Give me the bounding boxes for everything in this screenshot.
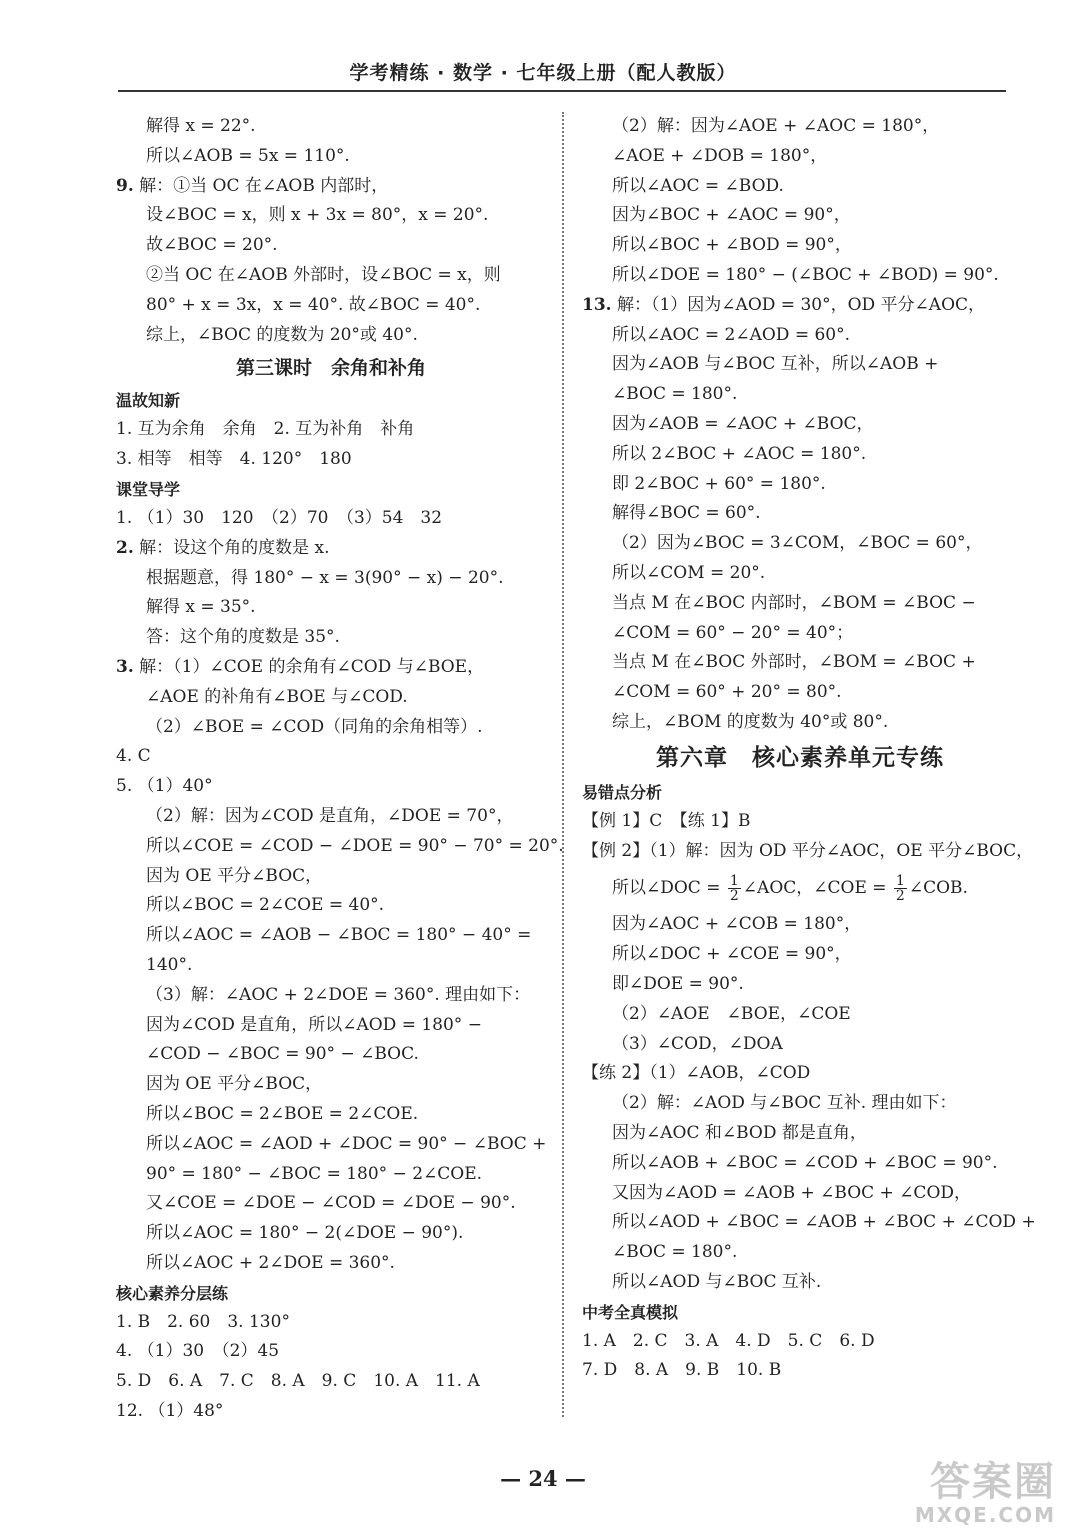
answer-line: （3）∠COD，∠DOA: [612, 1033, 783, 1054]
fraction-numerator: 1: [729, 873, 739, 890]
answer-line: 因为∠AOC 和∠BOD 都是直角，: [612, 1122, 867, 1143]
answer-line: 即∠DOE = 90°.: [612, 973, 744, 994]
answer-line: 1. A 2. C 3. A 4. D 5. C 6. D: [582, 1330, 875, 1351]
section-heading: 课堂导学: [116, 479, 181, 499]
answer-line: 所以∠AOD 与∠BOC 互补.: [612, 1271, 822, 1292]
answer-line: 解得∠BOC = 60°.: [612, 503, 761, 524]
column-divider: [562, 112, 564, 1417]
answer-line: 解得 x = 22°.: [146, 116, 256, 136]
answer-line: 因为∠AOC + ∠COB = 180°，: [612, 914, 862, 935]
item-number: 3.: [116, 656, 134, 677]
answer-item: [116, 172, 546, 202]
answer-line: 解得 x = 35°.: [146, 597, 256, 618]
answer-text: 解：设这个角的度数是 x.: [139, 537, 330, 558]
answer-line: 因为∠AOB 与∠BOC 互补，所以∠AOB +: [612, 354, 939, 375]
page-number: — 24 —: [500, 1466, 586, 1491]
answer-line: （2）∠AOE ∠BOE，∠COE: [612, 1003, 851, 1024]
answer-line: 所以∠AOC + 2∠DOE = 360°.: [146, 1252, 395, 1273]
answer-line: 5. （1）40°: [116, 776, 213, 797]
answer-line: 3. 相等 相等 4. 120° 180: [116, 449, 352, 470]
answer-line: （2）解：因为∠COD 是直角，∠DOE = 70°，: [146, 805, 514, 826]
answer-line: 因为 OE 平分∠BOC，: [146, 1074, 323, 1095]
answer-line: （2）因为∠BOC = 3∠COM，∠BOC = 60°，: [612, 533, 983, 554]
answer-line: ∠AOE + ∠DOB = 180°，: [612, 145, 828, 166]
answer-line: 所以∠BOC = 2∠BOE = 2∠COE.: [146, 1103, 419, 1124]
answer-item: [582, 291, 1018, 321]
answer-line: （2）解：因为∠AOE + ∠AOC = 180°，: [612, 116, 940, 136]
answer-text: 解：①当 OC 在∠AOB 内部时，: [139, 175, 389, 196]
chapter-heading: 第六章 核心素养单元专练: [656, 743, 944, 771]
page-header: 学考精练 · 数学 · 七年级上册（配人教版）: [349, 62, 737, 84]
watermark-url: MXQE.COM: [914, 1503, 1056, 1527]
answer-item: [116, 534, 546, 564]
answer-line: （2）解：∠AOD 与∠BOC 互补. 理由如下：: [612, 1093, 957, 1114]
watermark-logo-text: 答案圈: [930, 1459, 1056, 1505]
answer-line: 故∠BOC = 20°.: [146, 235, 278, 256]
answer-line: 所以∠AOC = ∠AOB − ∠BOC = 180° − 40° =: [146, 925, 532, 946]
section-heading: 温故知新: [116, 391, 181, 411]
answer-line: 所以∠COM = 20°.: [612, 562, 766, 583]
answer-line: 90° = 180° − ∠BOC = 180° − 2∠COE.: [146, 1163, 483, 1184]
answer-line: 所以∠DOC + ∠COE = 90°，: [612, 944, 852, 965]
section-heading: 核心素养分层练: [116, 1283, 229, 1303]
answer-line: 所以∠BOC = 2∠COE = 40°.: [146, 895, 385, 916]
answer-line: ∠COM = 60° + 20° = 80°.: [612, 682, 842, 703]
answer-line: 所以∠AOC = ∠AOD + ∠DOC = 90° − ∠BOC +: [146, 1133, 547, 1154]
answer-line: 答：这个角的度数是 35°.: [146, 627, 340, 648]
answer-line: 7. D 8. A 9. B 10. B: [582, 1360, 782, 1381]
answer-line: 又因为∠AOD = ∠AOB + ∠BOC + ∠COD，: [612, 1182, 972, 1203]
fraction-denominator: 2: [729, 888, 739, 905]
answer-line: 【例 2】（1）解：因为 OD 平分∠AOC，OE 平分∠BOC，: [582, 840, 1034, 861]
answer-line: ∠COD − ∠BOC = 90° − ∠BOC.: [146, 1044, 419, 1065]
answer-line: 综上，∠BOC 的度数为 20°或 40°.: [146, 324, 418, 345]
fraction-numerator: 1: [895, 873, 905, 890]
answer-line: 所以∠AOD + ∠BOC = ∠AOB + ∠BOC + ∠COD +: [612, 1212, 1036, 1233]
answer-line: 1. B 2. 60 3. 130°: [116, 1311, 290, 1332]
answer-line: 当点 M 在∠BOC 内部时，∠BOM = ∠BOC −: [612, 592, 976, 613]
answer-text: 解：（1）因为∠AOD = 30°，OD 平分∠AOC，: [616, 294, 986, 315]
answer-line: 1. （1）30 120 （2）70 （3）54 32: [116, 507, 443, 528]
answer-text: ∠COB.: [908, 878, 968, 899]
answer-line: 所以∠DOE = 180° − (∠BOC + ∠BOD) = 90°.: [612, 264, 999, 285]
item-number: 9.: [116, 175, 134, 196]
answer-line: 所以 2∠BOC + ∠AOC = 180°.: [612, 443, 867, 464]
answer-text: ∠AOC，∠COE =: [742, 878, 892, 899]
answer-line: 根据题意，得 180° − x = 3(90° − x) − 20°.: [146, 567, 504, 588]
fraction: [728, 874, 741, 903]
answer-line: 所以∠COE = ∠COD − ∠DOE = 90° − 70° = 20°.: [146, 835, 564, 856]
section-heading: 易错点分析: [582, 782, 663, 802]
right-column: [582, 112, 1036, 1386]
answer-line: 即 2∠BOC + 60° = 180°.: [612, 473, 826, 494]
answer-line: 140°.: [146, 954, 193, 975]
answer-line: 所以∠AOB + ∠BOC = ∠COD + ∠BOC = 90°.: [612, 1152, 998, 1173]
fraction: [894, 874, 907, 903]
left-column: [116, 112, 564, 1427]
answer-line: ∠AOE 的补角有∠BOE 与∠COD.: [146, 686, 408, 707]
answer-line-with-fraction: [582, 866, 1018, 910]
answer-line: 4. C: [116, 746, 151, 767]
answer-line: 所以∠AOC = ∠BOD.: [612, 175, 784, 196]
answer-line: 80° + x = 3x，x = 40°. 故∠BOC = 40°.: [146, 294, 481, 315]
watermark-logo: [906, 1460, 1056, 1530]
answer-line: 【例 1】C 【练 1】B: [582, 810, 751, 831]
answer-line: 因为∠COD 是直角，所以∠AOD = 180° −: [146, 1014, 482, 1035]
item-number: 2.: [116, 537, 134, 558]
answer-line: ∠BOC = 180°.: [612, 384, 738, 405]
answer-line: 设∠BOC = x，则 x + 3x = 80°，x = 20°.: [146, 205, 489, 226]
answer-line: 当点 M 在∠BOC 外部时，∠BOM = ∠BOC +: [612, 652, 976, 673]
answer-line: 所以∠AOB = 5x = 110°.: [146, 145, 350, 166]
lesson-heading: 第三课时 余角和补角: [235, 357, 426, 380]
answer-line: ②当 OC 在∠AOB 外部时，设∠BOC = x，则: [146, 264, 501, 285]
header-rule: [118, 90, 1006, 92]
answer-text: 解：（1）∠COE 的余角有∠COD 与∠BOE，: [139, 656, 485, 677]
answer-line: 4. （1）30 （2）45: [116, 1341, 280, 1362]
answer-line: 综上，∠BOM 的度数为 40°或 80°.: [612, 711, 889, 732]
answer-line: 所以∠AOC = 180° − 2(∠DOE − 90°).: [146, 1223, 464, 1244]
item-number: 13.: [582, 294, 612, 315]
answer-line: 所以∠BOC + ∠BOD = 90°，: [612, 235, 852, 256]
answer-line: （2）∠BOE = ∠COD（同角的余角相等）.: [146, 716, 483, 737]
answer-line: 1. 互为余角 余角 2. 互为补角 补角: [116, 419, 415, 440]
answer-text: 所以∠DOC =: [612, 878, 726, 899]
answer-line: ∠COM = 60° − 20° = 40°；: [612, 622, 854, 643]
answer-line: （3）解：∠AOC + 2∠DOE = 360°. 理由如下：: [146, 984, 531, 1005]
answer-item: [116, 653, 546, 683]
fraction-denominator: 2: [895, 888, 905, 905]
section-heading: 中考全真模拟: [582, 1302, 679, 1322]
answer-line: 【练 2】（1）∠AOB，∠COD: [582, 1063, 811, 1084]
answer-line: 因为 OE 平分∠BOC，: [146, 865, 323, 886]
answer-line: 所以∠AOC = 2∠AOD = 60°.: [612, 324, 851, 345]
answer-line: 因为∠BOC + ∠AOC = 90°，: [612, 205, 851, 226]
answer-line: 12. （1）48°: [116, 1401, 224, 1422]
answer-line: ∠BOC = 180°.: [612, 1242, 738, 1263]
answer-line: 又∠COE = ∠DOE − ∠COD = ∠DOE − 90°.: [146, 1193, 516, 1214]
answer-line: 5. D 6. A 7. C 8. A 9. C 10. A 11. A: [116, 1371, 480, 1392]
answer-line: 因为∠AOB = ∠AOC + ∠BOC，: [612, 413, 874, 434]
